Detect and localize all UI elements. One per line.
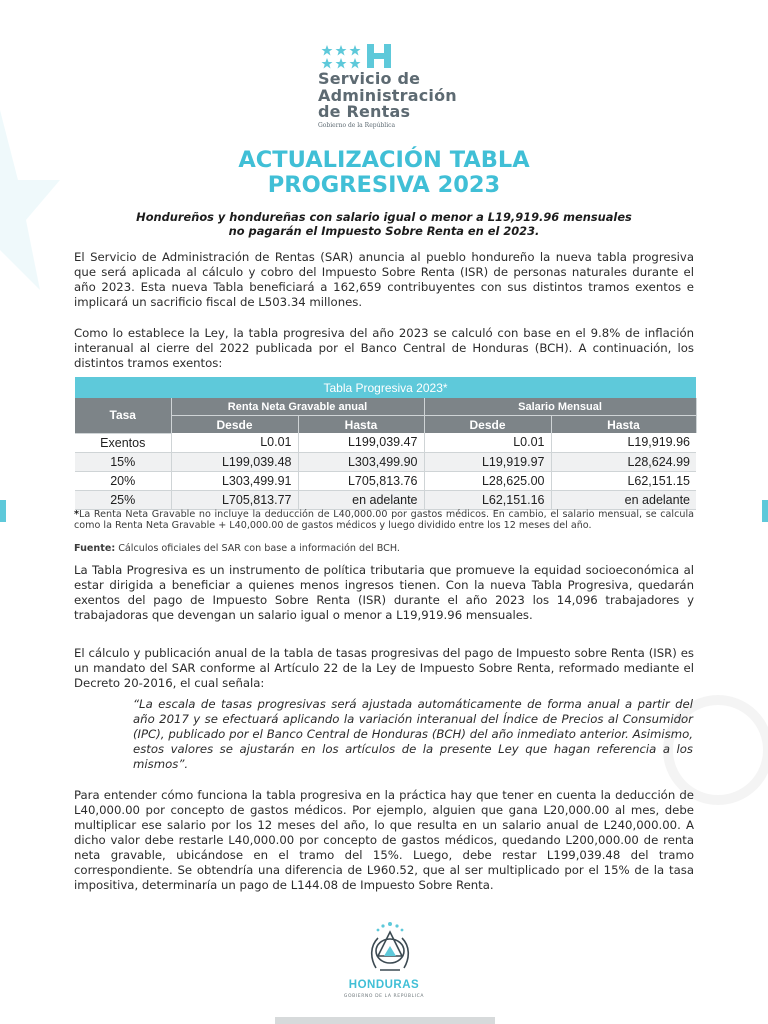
footer-honduras: HONDURAS: [348, 979, 420, 991]
footnote-star: *: [74, 509, 80, 520]
law-quote: “La escala de tasas progresivas será ajustada automáticamente de forma anual a partir del año 2017 y se efectuará aplicando la variación interanual del Índice de Precios al Consumidor (IPC), publicado por el Banco Central de Honduras (BCH) del año inmediato anterior. Asimismo, estos valores se ajustarán en los artículos de la presente Ley que hagan referencia a los mismos”.: [133, 697, 693, 771]
cell-rn-hasta: L705,813.76: [298, 471, 424, 490]
paragraph-law: Como lo establece la Ley, la tabla progresiva del año 2023 se calculó con base en el 9.8% de inflación interanual al cierre del 2022 publicada por el Banco Central de Honduras (BCH). A continuación, los distintos tramos exentos:: [74, 326, 694, 370]
cell-rn-desde: L0.01: [171, 433, 298, 452]
page-title: ACTUALIZACIÓN TABLA PROGRESIVA 2023: [238, 147, 530, 198]
cell-rn-hasta: en adelante: [298, 490, 424, 509]
cell-tasa: 15%: [75, 452, 171, 471]
paragraph-mandate: El cálculo y publicación anual de la tabla de tasas progresivas del pago de Impuesto sobre Renta (ISR) es un mandato del SAR conforme al Artículo 22 de la Ley de Impuesto Sobre Renta, reformado mediante el Decreto 20-2016, el cual señala:: [74, 646, 694, 690]
header-desde: Desde: [171, 416, 298, 434]
cell-rn-desde: L303,499.91: [171, 471, 298, 490]
header-renta-neta: Renta Neta Gravable anual: [171, 398, 424, 416]
sar-name: Servicio de Administración de Rentas: [318, 69, 457, 121]
subtitle: Hondureños y hondureñas con salario igual o menor a L19,919.96 mensuales no pagarán el Impuesto Sobre Renta en el 2023.: [136, 210, 632, 238]
header-tasa: Tasa: [75, 398, 171, 433]
header-salario-mensual: Salario Mensual: [424, 398, 696, 416]
cell-sm-desde: L62,151.16: [424, 490, 551, 509]
paragraph-instrument: La Tabla Progresiva es un instrumento de política tributaria que promueve la equidad socioeconómica al estar dirigida a beneficiar a quienes menos ingresos tienen. Con la nueva Tabla Progresiva, quedarán exentos del pago de Impuesto Sobre Renta (ISR) durante el año 2023 los 14,096 trabajadores y trabajadoras que devengan un salario igual o menor a L19,919.96 mensuales.: [74, 563, 694, 622]
left-edge-tab: [0, 500, 6, 522]
table-source: [74, 543, 400, 554]
table-row: [75, 433, 696, 452]
header-hasta: Hasta: [551, 416, 696, 434]
cell-sm-hasta: L28,624.99: [551, 452, 696, 471]
footer-gov: GOBIERNO DE LA REPÚBLICA: [343, 994, 425, 999]
gov-caption: Gobierno de la República: [318, 122, 396, 129]
cell-rn-hasta: L303,499.90: [298, 452, 424, 471]
progressive-table: [75, 377, 697, 510]
header-desde: Desde: [424, 416, 551, 434]
paragraph-intro: El Servicio de Administración de Rentas (SAR) anuncia al pueblo hondureño la nueva tabla progresiva que será aplicada al cálculo y cobro del Impuesto Sobre Renta (ISR) de personas naturales durante el año 2023. Esta nueva Tabla beneficiará a 162,659 contribuyentes con sus distintos tramos exentos e implicará un sacrificio fiscal de L503.34 millones.: [74, 250, 694, 309]
paragraph-example: Para entender cómo funciona la tabla progresiva en la práctica hay que tener en cuenta la deducción de L40,000.00 por concepto de gastos médicos. Por ejemplo, alguien que gana L20,000.00 al mes, debe multiplicar ese salario por los 12 meses del año, lo que resulta en un salario anual de L240,000.00. A dicho valor debe restarle L40,000.00 por concepto de gastos médicos, quedando L200,000.00 de renta neta gravable, ubicándose en el tramo del 15%. Luego, debe restar L199,039.48 del tramo correspondiente. Se obtendría una diferencia de L960.52, que al ser multiplicado por el 15% de la tasa impositiva, determinaría un pago de L144.08 de Impuesto Sobre Renta.: [74, 788, 694, 892]
cell-rn-desde: L199,039.48: [171, 452, 298, 471]
h-letter-icon: [366, 43, 392, 69]
honduras-seal-icon: [350, 918, 430, 978]
header-hasta: Hasta: [298, 416, 424, 434]
cell-sm-hasta: L19,919.96: [551, 433, 696, 452]
cell-sm-hasta: en adelante: [551, 490, 696, 509]
cell-rn-desde: L705,813.77: [171, 490, 298, 509]
stars-icon: [318, 44, 364, 70]
table-row: [75, 471, 696, 490]
source-text: Cálculos oficiales del SAR con base a información del BCH.: [115, 543, 400, 554]
right-edge-tab: [762, 500, 768, 522]
table-footnote: [74, 509, 694, 531]
cell-tasa: Exentos: [75, 433, 171, 452]
footnote-text: La Renta Neta Gravable no incluye la deducción de L40,000.00 por gastos médicos. En cambio, el salario mensual, se calcula como la Renta Neta Gravable + L40,000.00 de gastos médicos y luego dividido entre los 12 meses del año.: [74, 509, 694, 531]
footer-bar: [275, 1017, 495, 1024]
table-row: [75, 452, 696, 471]
watermark-star-icon: [0, 110, 60, 310]
cell-sm-hasta: L62,151.15: [551, 471, 696, 490]
cell-sm-desde: L0.01: [424, 433, 551, 452]
cell-sm-desde: L28,625.00: [424, 471, 551, 490]
table-row: [75, 490, 696, 509]
sar-logo: [318, 40, 518, 140]
source-label: Fuente:: [74, 543, 116, 554]
table-title: Tabla Progresiva 2023*: [75, 377, 696, 398]
cell-sm-desde: L19,919.97: [424, 452, 551, 471]
cell-tasa: 20%: [75, 471, 171, 490]
cell-rn-hasta: L199,039.47: [298, 433, 424, 452]
cell-tasa: 25%: [75, 490, 171, 509]
